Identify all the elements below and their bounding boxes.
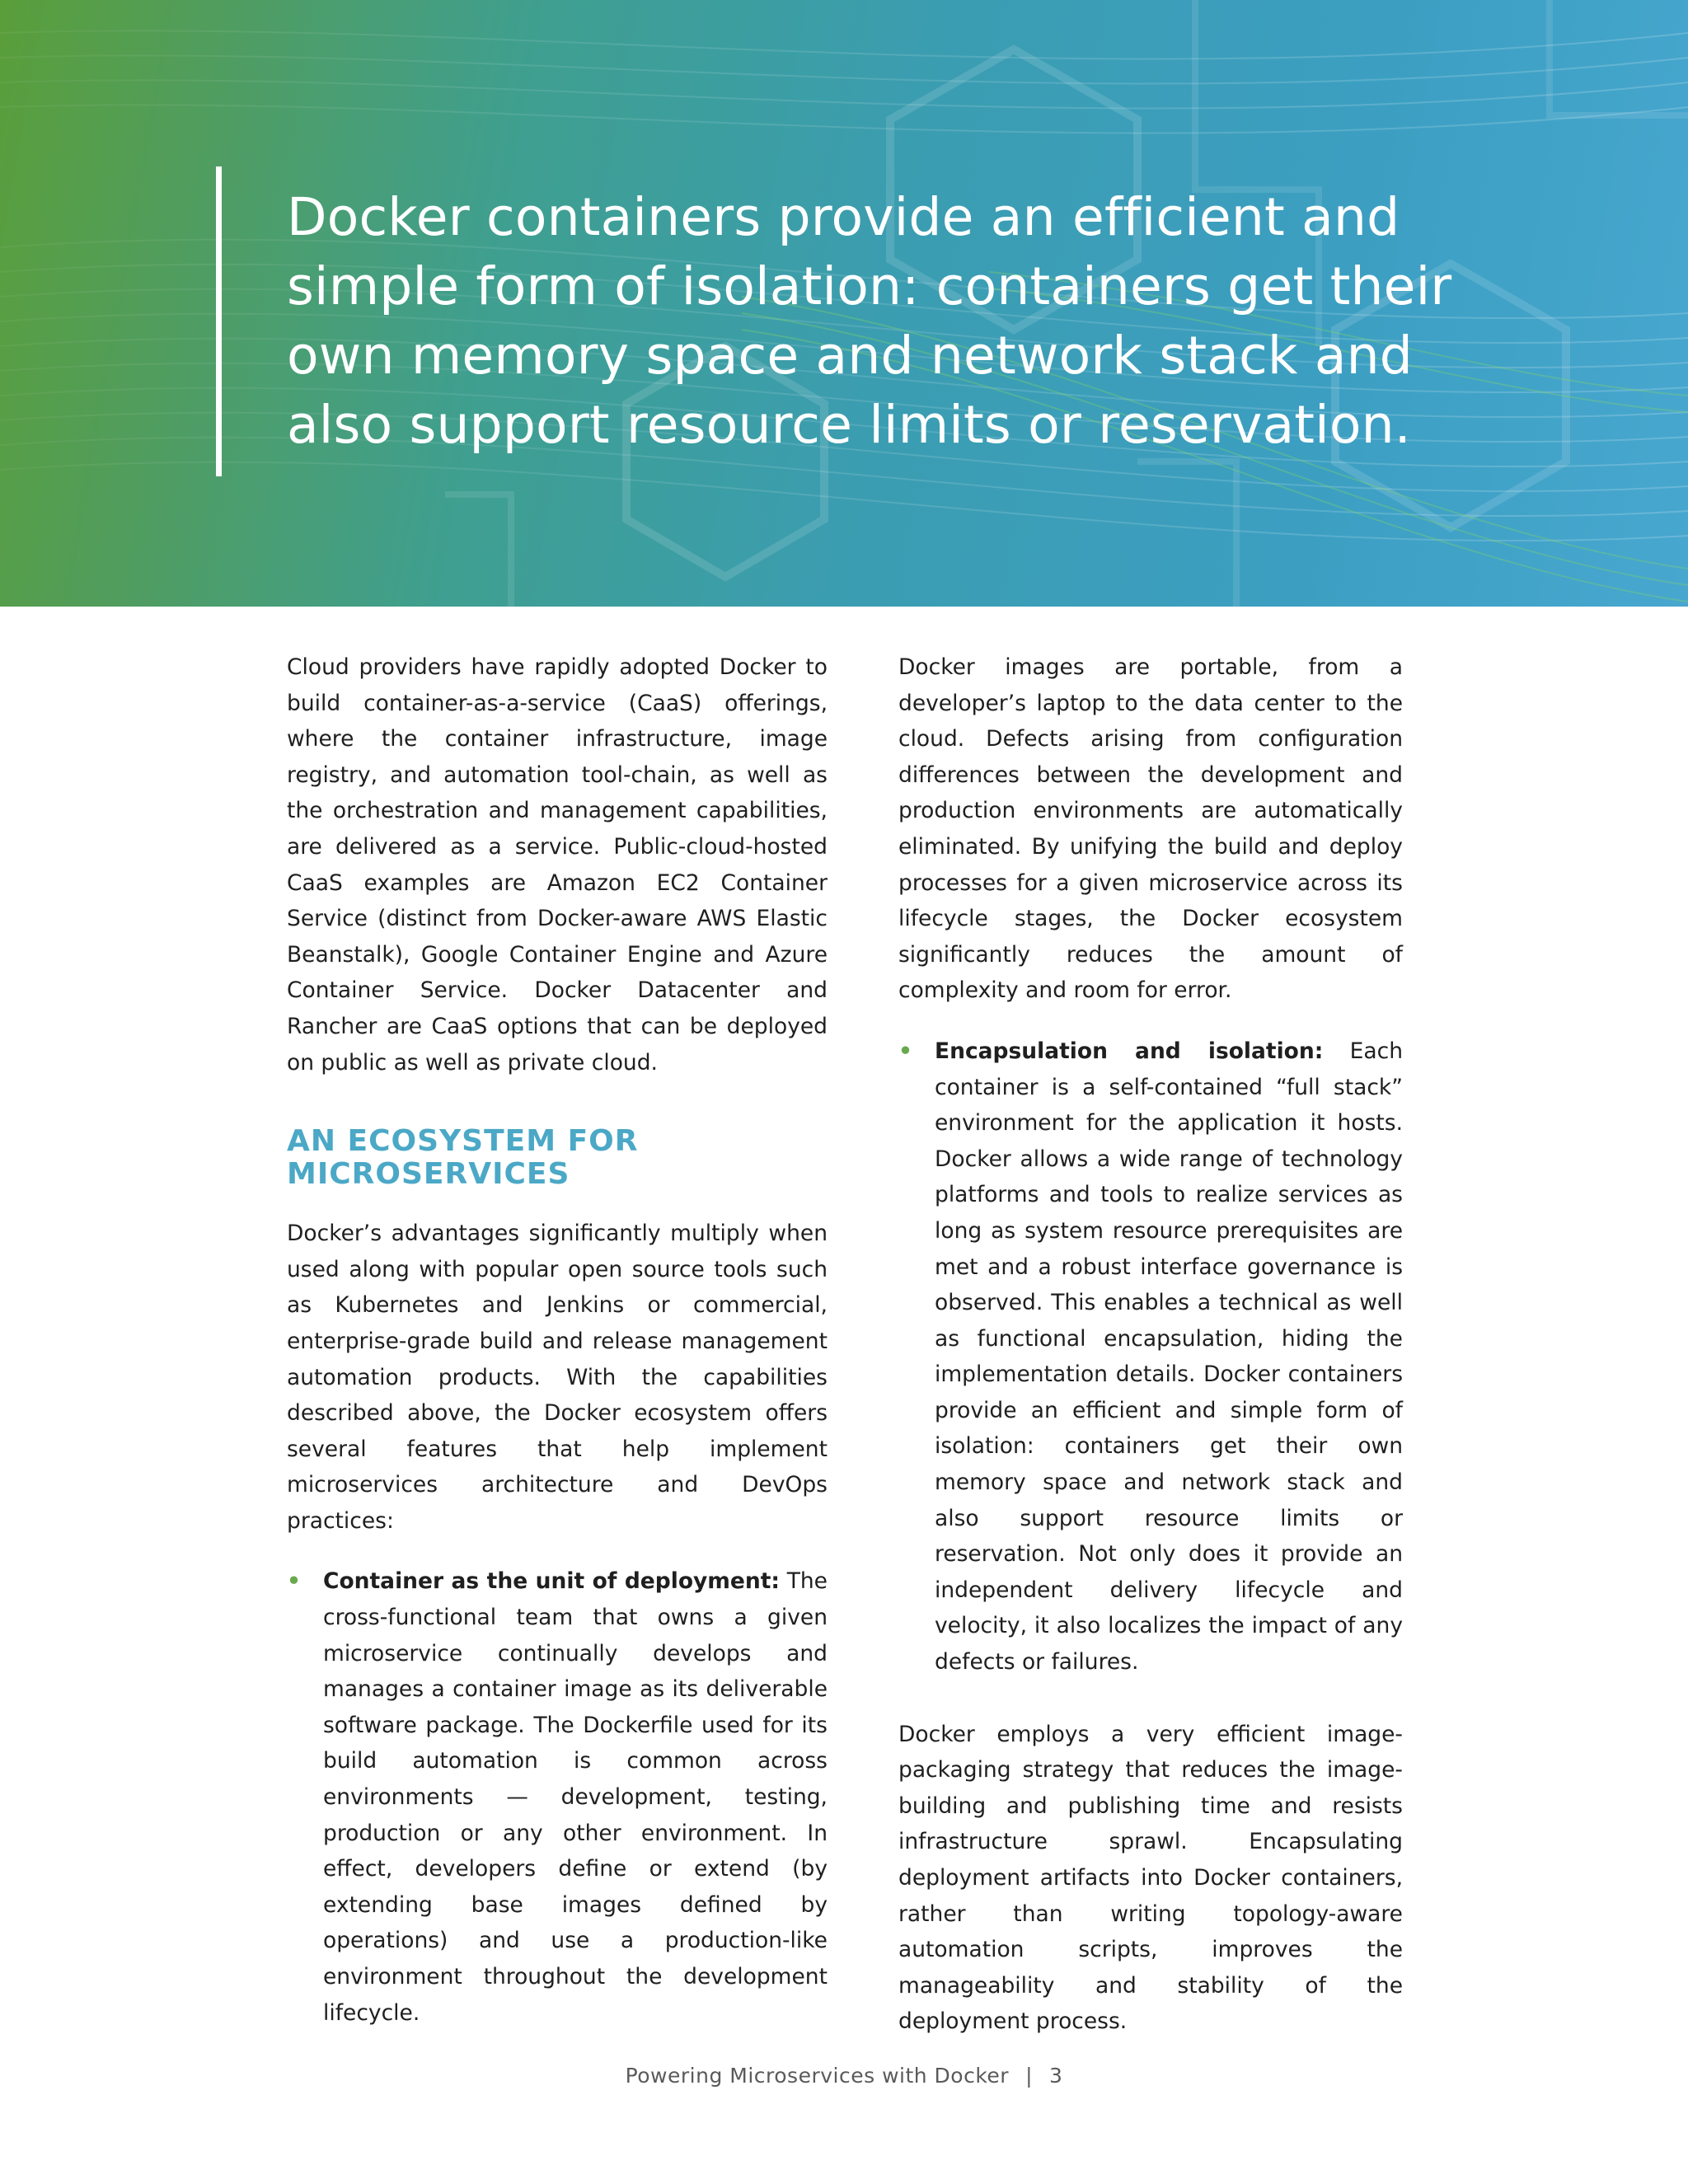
bullet-term: Container as the unit of deployment: [323, 1568, 781, 1595]
page-footer [0, 2064, 1688, 2088]
bullet-dot-icon: • [898, 1038, 912, 1064]
page-number: 3 [1049, 2064, 1063, 2088]
bullet-text: The cross-functional team that owns a given microservice continually develops and manages a container image as its deliverable software package. The Dockerfile used for its build automation is common across environments — development, testing, production or any other environment. In effect, developers define or extend (by extending base images defined by operations) and use a production-like environment throughout the development lifecycle. [323, 1568, 828, 2026]
footer-title: Powering Microservices with Docker [625, 2064, 1010, 2088]
feature-list-continued [898, 1033, 1403, 1680]
feature-list [287, 1563, 828, 2031]
bullet-dot-icon: • [287, 1568, 301, 1595]
footer-separator: | [1025, 2064, 1034, 2088]
intro-paragraph: Cloud providers have rapidly adopted Docker to build container-as-a-service (CaaS) offerings, where the container infrastructure, image registry, and automation tool-chain, as well as the orchestration and management capabilities, are delivered as a service. Public-cloud-hosted CaaS examples are Amazon EC2 Container Service (distinct from Docker-aware AWS Elastic Beanstalk), Google Container Engine and Azure Container Service. Docker Datacenter and Rancher are CaaS options that can be deployed on public as well as private cloud. [287, 654, 828, 1076]
bullet-text: Each container is a self-contained “full stack” environment for the application it hosts. Docker allows a wide range of technology platforms and tools to realize services as long as system resource prerequisites are met and a robust interface governance is observed. This enables a technical as well as functional encapsulation, hiding the implementation details. Docker containers provide an efficient and simple form of isolation: containers get their own memory space and network stack and also support resource limits or reservation. Not only does it provide an independent delivery lifecycle and velocity, it also localizes the impact of any defects or failures. [935, 1038, 1403, 1675]
list-item [898, 1033, 1403, 1680]
pull-quote: Docker containers provide an efficient and simple form of isolation: containers get their own memory space and network stack and also support resource limits or reservation. [287, 187, 1452, 455]
list-item [287, 1563, 828, 2031]
hero-banner [0, 0, 1688, 607]
packaging-paragraph: Docker employs a very efficient image-packaging strategy that reduces the image-building and publishing time and resists infrastructure sprawl. Encapsulating deployment artifacts into Docker containers, rather than writing topology-aware automation scripts, improves the manageability and stability of the deployment process. [898, 1721, 1403, 2035]
section-heading: AN ECOSYSTEM FOR MICROSERVICES [287, 1124, 639, 1192]
left-column [287, 649, 828, 2031]
right-column [898, 649, 1403, 2040]
pull-quote-bar [216, 166, 222, 476]
section-intro-paragraph: Docker’s advantages significantly multiply when used along with popular open source tools such as Kubernetes and Jenkins or commercial, enterprise-grade build and release management automation products. With the capabilities described above, the Docker ecosystem offers several features that help implement microservices architecture and DevOps practices: [287, 1221, 828, 1534]
bullet-term: Encapsulation and isolation: [935, 1038, 1324, 1064]
bullet-continuation-paragraph: Docker images are portable, from a developer’s laptop to the data center to the cloud. Defects arising from configuration differences between the development and production environments are automatically eliminated. By unifying the build and deploy processes for a given microservice across its lifecycle stages, the Docker ecosystem significantly reduces the amount of complexity and room for error. [898, 654, 1403, 1004]
